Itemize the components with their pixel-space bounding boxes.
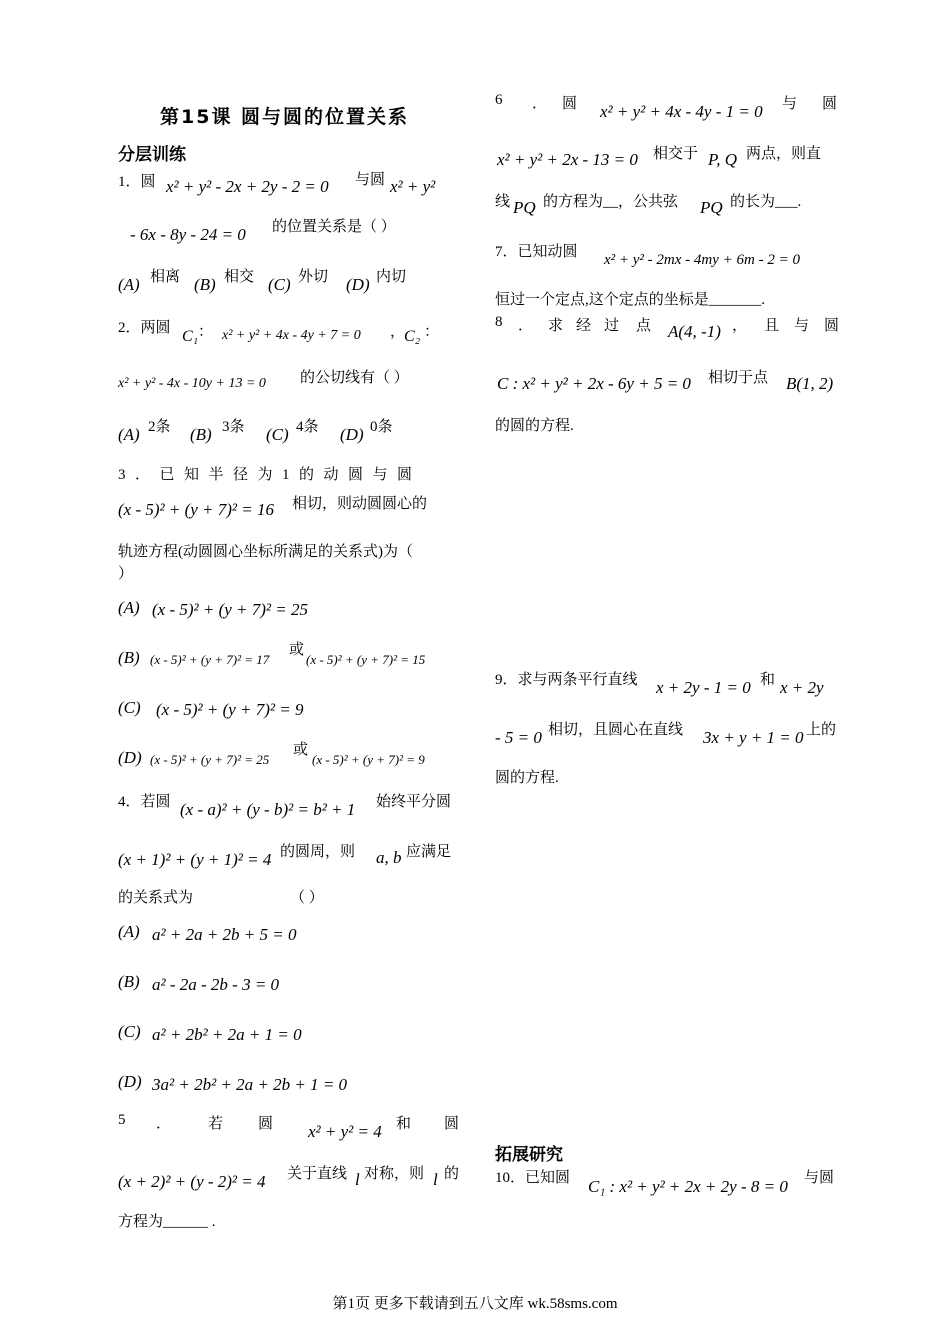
q3-option-c-label: (C) [118, 698, 141, 717]
q4-option-a-label: (A) [118, 922, 140, 941]
q5-equation-2: (x + 2)² + (y - 2)² = 4 [118, 1172, 266, 1191]
q3-option-b-eq2: (x - 5)² + (y + 7)² = 15 [306, 652, 426, 667]
q3-option-d-eq1: (x - 5)² + (y + 7)² = 25 [150, 752, 270, 767]
q7-number: 7．已知动圆 [495, 244, 578, 260]
q9-text-mid: 相切，且圆心在直线 [548, 722, 684, 738]
q8-text-mid: 相切于点 [708, 370, 769, 386]
q3-option-a-eq: (x - 5)² + (y + 7)² = 25 [152, 600, 309, 619]
q1-option-a-text: 相离 [150, 269, 181, 285]
q2-option-a-text: 2条 [148, 419, 171, 435]
q1-option-d-label: (D) [346, 275, 370, 294]
q4-number: 4．若圆 [118, 794, 171, 810]
q1-option-b-label: (B) [194, 275, 216, 294]
q8-comma: ， [732, 318, 748, 334]
q6-text-mid-2: 两点，则直 [746, 146, 822, 162]
q10-text-tail: 与圆 [804, 1170, 835, 1186]
q6-dot: ． [532, 96, 548, 112]
q3-line-1 [118, 463, 463, 484]
q1-number: 1．圆 [118, 174, 156, 190]
q2-colon-1: ： [198, 324, 214, 340]
section-heading-layered-training: 分层训练 [118, 145, 186, 165]
q2-colon-2: ： [424, 324, 440, 340]
q4-equation-2: (x + 1)² + (y + 1)² = 4 [118, 850, 272, 869]
q8-qie: 且 [764, 318, 780, 334]
q6-equation-1: x² + y² + 4x - 4y - 1 = 0 [600, 102, 763, 121]
q8-point-a: A(4, -1) [668, 322, 721, 341]
q4-option-a-eq: a² + 2a + 2b + 5 = 0 [152, 925, 297, 944]
q2-c2: C₂ [404, 328, 421, 345]
q5-de: 的 [444, 1166, 460, 1182]
q6-line-3c: 的长为___. [730, 194, 802, 210]
q8-guo: 过 [604, 318, 620, 334]
q2-equation-2: x² + y² - 4x - 10y + 13 = 0 [118, 376, 266, 391]
q2-text-tail: 的公切线有（ ） [300, 370, 409, 386]
q5-he: 和 [396, 1116, 412, 1132]
q2-comma: ， [390, 324, 406, 340]
q2-option-a-label: (A) [118, 425, 140, 444]
q4-text-mid-3: 应满足 [406, 844, 452, 860]
q1-option-c-label: (C) [268, 275, 291, 294]
q1-equation-2b: - 6x - 8y - 24 = 0 [130, 225, 246, 244]
q1-option-a-label: (A) [118, 275, 140, 294]
q6-number: 6 [495, 92, 503, 108]
q8-dot: ． [518, 318, 534, 334]
q4-equation-1: (x - a)² + (y - b)² = b² + 1 [180, 800, 356, 819]
q8-line-3: 的圆的方程. [495, 418, 574, 434]
q4-option-d-eq: 3a² + 2b² + 2a + 2b + 1 = 0 [152, 1075, 348, 1094]
q4-option-c-label: (C) [118, 1022, 141, 1041]
q8-dian: 点 [636, 318, 652, 334]
q6-pq-3: PQ [700, 198, 723, 217]
q5-dot: ． [156, 1116, 172, 1132]
q9-equation-2a: x + 2y [780, 678, 824, 697]
q5-l-2: l [433, 1170, 438, 1189]
q10-number: 10．已知圆 [495, 1170, 571, 1186]
q9-equation-1: x + 2y - 1 = 0 [656, 678, 751, 697]
q6-text-mid: 相交于 [653, 146, 699, 162]
q6-yu: 与 [782, 96, 798, 112]
q8-jing: 经 [576, 318, 592, 334]
q8-qiu: 求 [548, 318, 564, 334]
q5-yuan-2: 圆 [444, 1116, 460, 1132]
q4-line-3: 的关系式为 [118, 890, 194, 906]
q1-option-b-text: 相交 [224, 269, 255, 285]
q3-option-d-label: (D) [118, 748, 142, 767]
q5-l-1: l [355, 1170, 360, 1189]
q6-yuan: 圆 [562, 96, 578, 112]
q9-he: 和 [760, 672, 776, 688]
q5-text-mid: 关于直线 [287, 1166, 348, 1182]
q4-option-b-label: (B) [118, 972, 140, 991]
q3-line-3: 轨迹方程(动圆圆心坐标所满足的关系式)为（ [118, 544, 413, 560]
q3-line-4: ） [118, 566, 134, 582]
q4-option-d-label: (D) [118, 1072, 142, 1091]
q1-equation-2a: x² + y² [390, 177, 436, 196]
q2-option-d-text: 0条 [370, 419, 393, 435]
q8-equation: C : x² + y² + 2x - 6y + 5 = 0 [497, 374, 691, 393]
q3-option-b-eq1: (x - 5)² + (y + 7)² = 17 [150, 652, 270, 667]
q6-pq-2: PQ [513, 198, 536, 217]
q3-option-a-label: (A) [118, 598, 140, 617]
q4-ab: a, b [376, 848, 402, 867]
q7-equation: x² + y² - 2mx - 4my + 6m - 2 = 0 [604, 252, 800, 268]
q4-paren: （ ） [290, 890, 324, 906]
q3-equation: (x - 5)² + (y + 7)² = 16 [118, 500, 275, 519]
q1-text-mid: 与圆 [355, 172, 386, 188]
page-title: 第15课 圆与圆的位置关系 [160, 106, 410, 128]
q6-equation-2: x² + y² + 2x - 13 = 0 [497, 150, 638, 169]
q3-option-d-eq2: (x - 5)² + (y + 7)² = 9 [312, 752, 425, 767]
q1-equation-1: x² + y² - 2x + 2y - 2 = 0 [166, 177, 329, 196]
q3-option-b-label: (B) [118, 648, 140, 667]
q9-line-3: 圆的方程. [495, 770, 559, 786]
q10-equation: C₁ : x² + y² + 2x + 2y - 8 = 0 [588, 1177, 788, 1196]
q3-option-d-or: 或 [293, 742, 309, 758]
q4-text-mid-2: 的圆周，则 [280, 844, 356, 860]
section-heading-extended-study: 拓展研究 [495, 1145, 563, 1165]
q6-yuan-2: 圆 [822, 96, 838, 112]
q3-text-mid: 相切，则动圆圆心的 [292, 496, 428, 512]
q1-option-d-text: 内切 [376, 269, 407, 285]
q6-pq: P, Q [708, 150, 737, 169]
q1-text-tail: 的位置关系是（ ） [272, 219, 396, 235]
q5-text-mid-2: 对称，则 [364, 1166, 425, 1182]
q9-equation-3: 3x + y + 1 = 0 [703, 728, 804, 747]
q8-number: 8 [495, 314, 503, 330]
q1-option-c-text: 外切 [298, 269, 329, 285]
q5-line-3: 方程为______ . [118, 1214, 216, 1230]
q8-yu: 与 [794, 318, 810, 334]
q5-yuan: 圆 [258, 1116, 274, 1132]
q9-equation-2b: - 5 = 0 [495, 728, 542, 747]
q2-option-b-text: 3条 [222, 419, 245, 435]
q4-option-c-eq: a² + 2b² + 2a + 1 = 0 [152, 1025, 302, 1044]
q6-line-3a: 线 [495, 194, 511, 210]
q4-option-b-eq: a² - 2a - 2b - 3 = 0 [152, 975, 280, 994]
q2-option-b-label: (B) [190, 425, 212, 444]
q3-option-b-or: 或 [289, 642, 305, 658]
q2-option-c-label: (C) [266, 425, 289, 444]
q5-equation-1: x² + y² = 4 [308, 1122, 382, 1141]
q6-line-3b: 的方程为__，公共弦 [543, 194, 679, 210]
q2-c1: C₁ [182, 328, 199, 345]
q2-option-c-text: 4条 [296, 419, 319, 435]
q2-equation-1: x² + y² + 4x - 4y + 7 = 0 [222, 328, 361, 343]
q3-option-c-eq: (x - 5)² + (y + 7)² = 9 [156, 700, 304, 719]
q5-number: 5 [118, 1112, 126, 1128]
q2-number: 2．两圆 [118, 320, 171, 336]
q3-line-1-text: 3．已知半径为1的动圆与圆 [118, 467, 422, 483]
q9-shang: 上的 [806, 722, 837, 738]
q8-point-b: B(1, 2) [786, 374, 834, 393]
q2-option-d-label: (D) [340, 425, 364, 444]
q9-number: 9．求与两条平行直线 [495, 672, 638, 688]
q7-line-2: 恒过一个定点,这个定点的坐标是_______. [495, 292, 766, 308]
q5-ruo: 若 [208, 1116, 224, 1132]
page-footer: 第1页 更多下载请到五八文库 wk.58sms.com [332, 1296, 618, 1312]
q8-yuan: 圆 [824, 318, 840, 334]
q4-text-mid-1: 始终平分圆 [376, 794, 452, 810]
